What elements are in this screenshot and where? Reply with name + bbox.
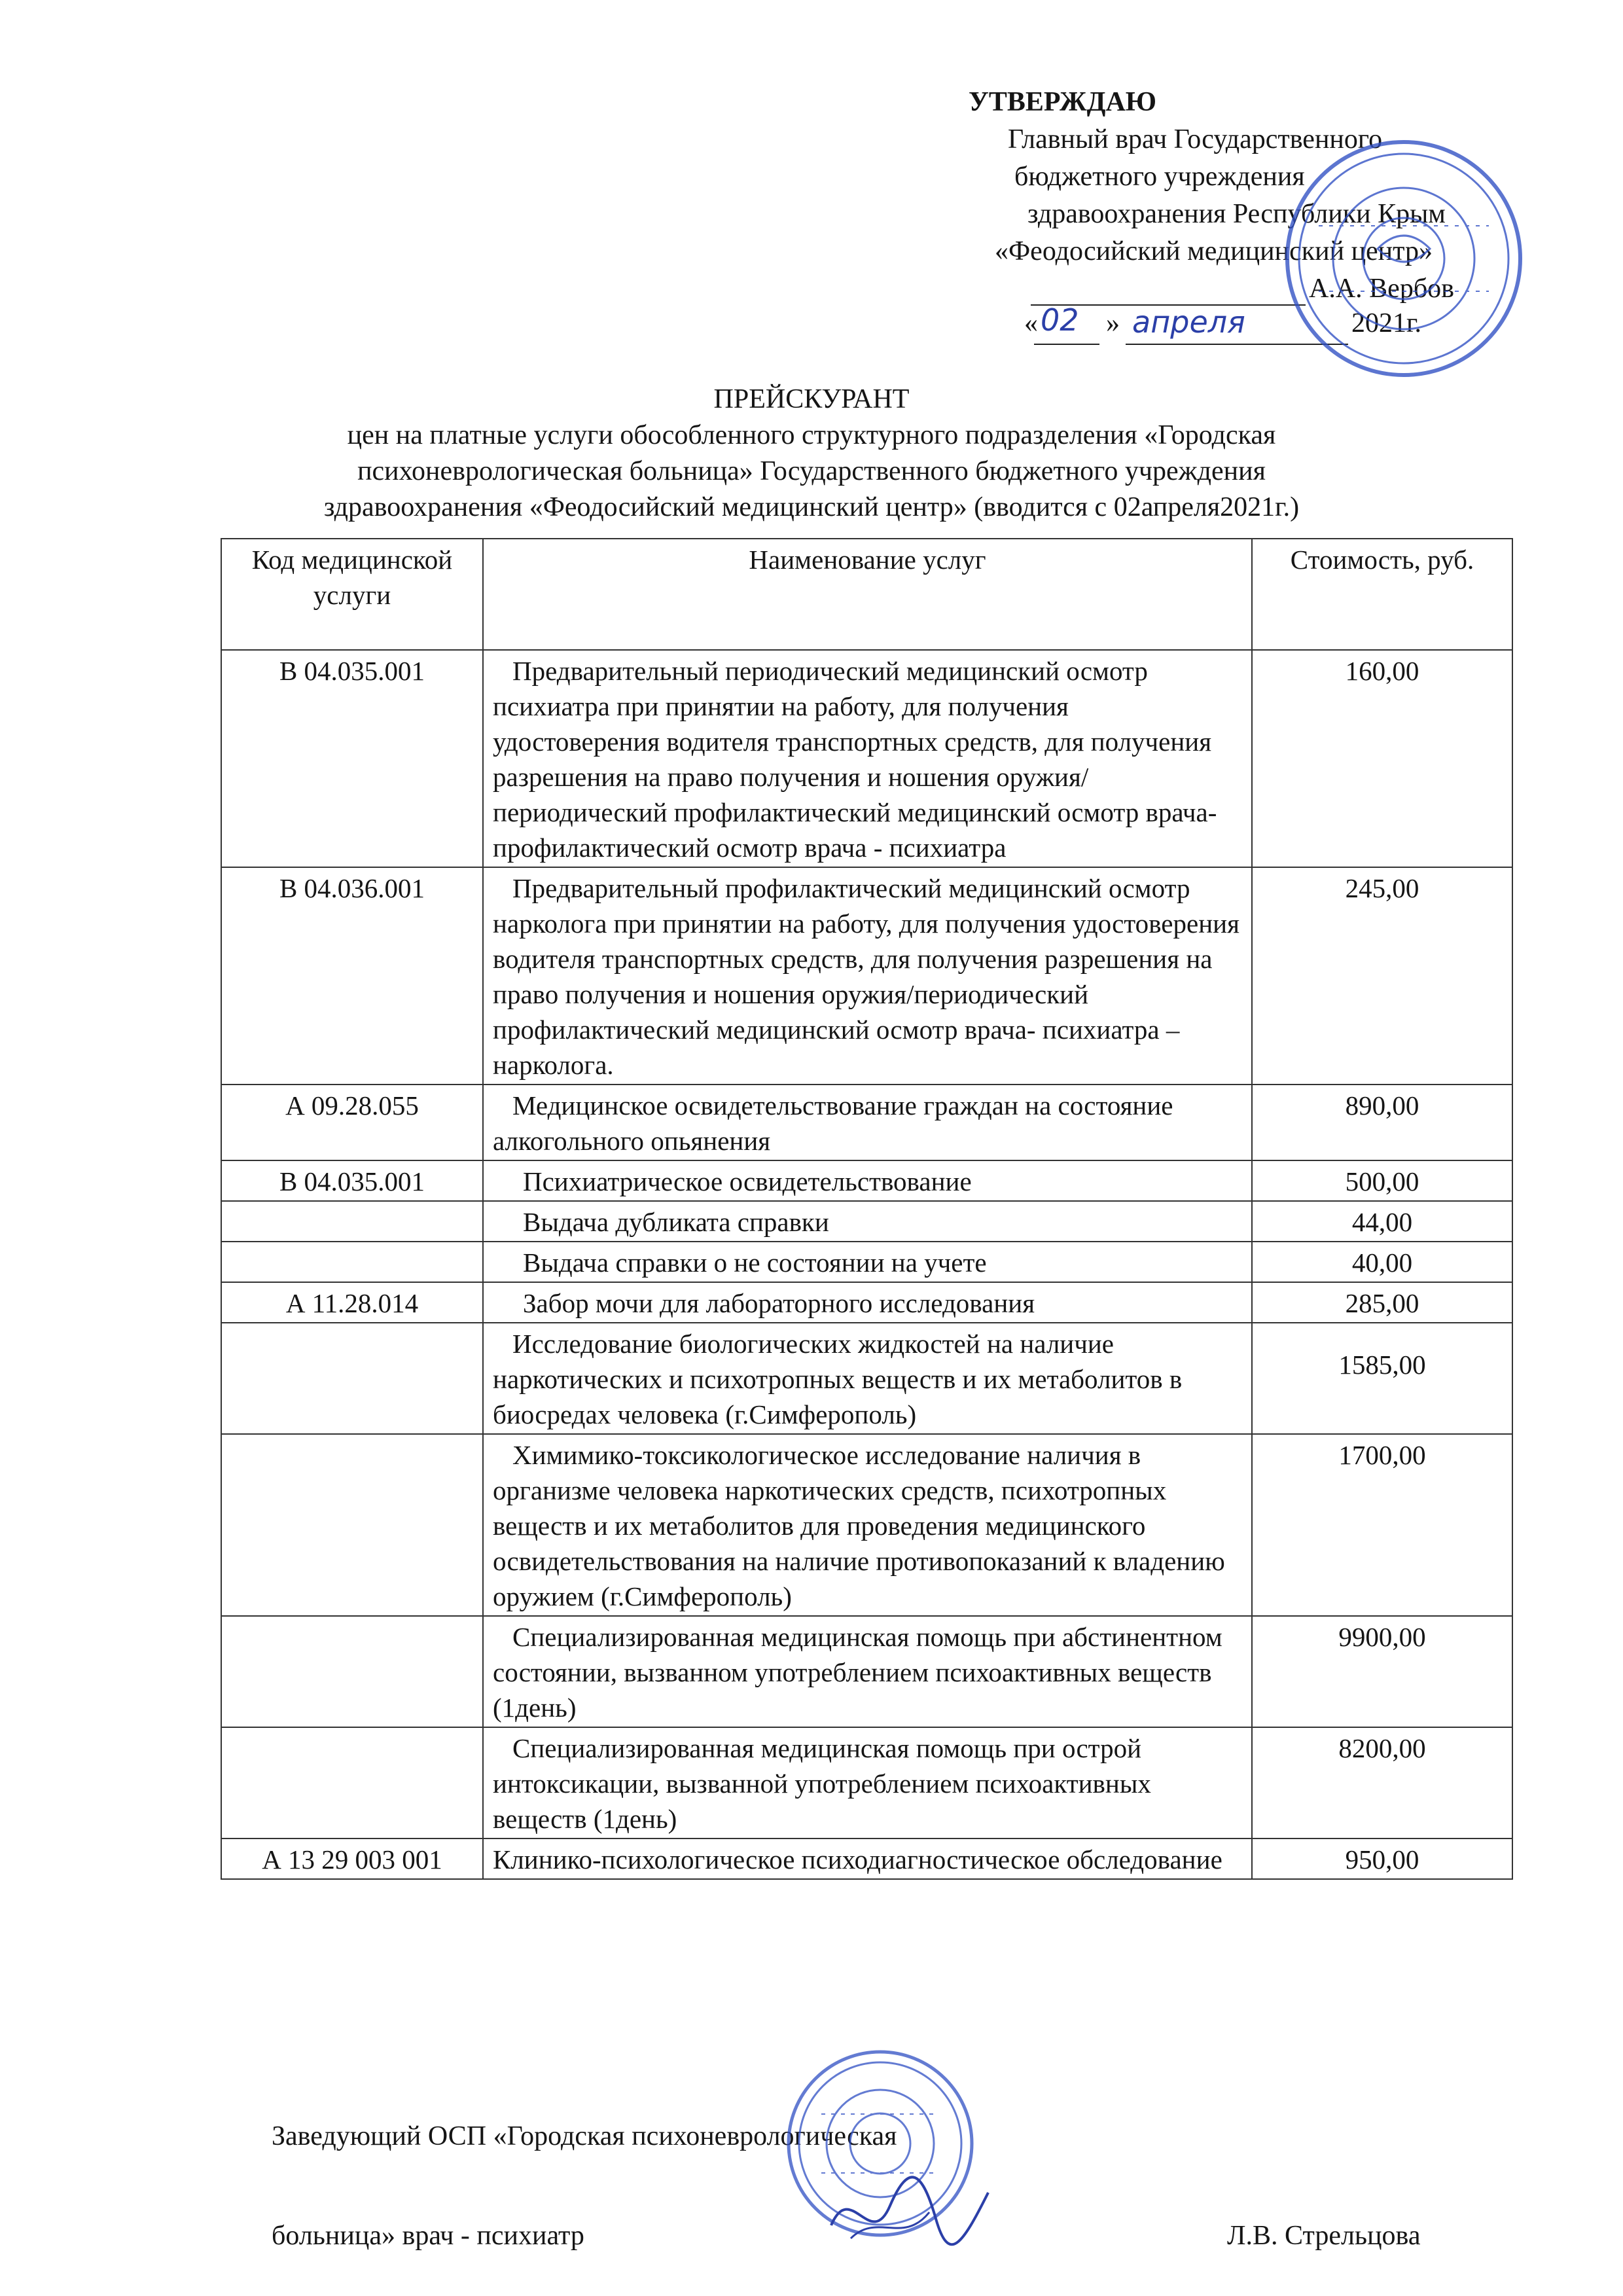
service-code: А 13 29 003 001 (221, 1839, 483, 1879)
service-name: Выдача справки о не состоянии на учете (483, 1242, 1252, 1282)
date-close-quote: » (1106, 308, 1120, 338)
table-row (221, 1839, 1512, 1879)
service-name: Психиатрическое освидетельствование (483, 1160, 1252, 1201)
service-code (221, 1201, 483, 1242)
date-year: 2021г. (1351, 308, 1421, 338)
table-header-row (221, 539, 1512, 650)
table-row (221, 650, 1512, 867)
price-table (221, 538, 1513, 1880)
table-row (221, 1201, 1512, 1242)
table-row (221, 1085, 1512, 1160)
service-price: 40,00 (1252, 1242, 1512, 1282)
table-row (221, 1160, 1512, 1201)
service-price: 890,00 (1252, 1085, 1512, 1160)
service-price: 8200,00 (1252, 1727, 1512, 1839)
service-price: 160,00 (1252, 650, 1512, 867)
service-name: Медицинское освидетельствование граждан на состояние алкогольного опьянения (483, 1085, 1252, 1160)
table-row (221, 1242, 1512, 1282)
doc-subtitle-line: здравоохранения «Феодосийский медицинский центр» (вводится с 02апреля2021г.) (323, 492, 1300, 522)
date-day-line (1034, 344, 1099, 345)
doc-subtitle-line: цен на платные услуги обособленного структурного подразделения «Городская (347, 420, 1276, 450)
footer-signer-name: Л.В. Стрельцова (1227, 2221, 1421, 2251)
service-code: А 11.28.014 (221, 1282, 483, 1323)
signature-scribble (825, 2166, 995, 2258)
service-price: 245,00 (1252, 867, 1512, 1085)
approval-line: «Феодосийский медицинский центр» (995, 236, 1433, 266)
service-name: Предварительный периодический медицинский осмотр психиатра при принятии на работу, для получения удостоверения водителя транспортных средств, для получения разрешения на право получения и ношения оружия/периодический профилактический медицинский осмотр врача-профилактический осмотр врача - психиатра (483, 650, 1252, 867)
header-code: Код медицинской услуги (221, 539, 483, 650)
service-code: В 04.035.001 (221, 650, 483, 867)
service-code (221, 1434, 483, 1616)
service-price: 950,00 (1252, 1839, 1512, 1879)
service-price: 9900,00 (1252, 1616, 1512, 1727)
table-row (221, 1616, 1512, 1727)
service-name: Специализированная медицинская помощь при острой интоксикации, вызванной употреблением психоактивных веществ (1день) (483, 1727, 1252, 1839)
table-row (221, 1323, 1512, 1434)
service-name: Клинико-психологическое психодиагностическое обследование (483, 1839, 1252, 1879)
approval-title: УТВЕРЖДАЮ (969, 87, 1157, 117)
table-row (221, 1282, 1512, 1323)
service-name: Забор мочи для лабораторного исследования (483, 1282, 1252, 1323)
service-code (221, 1727, 483, 1839)
service-name: Исследование биологических жидкостей на наличие наркотических и психотропных веществ и их метаболитов в биосредах человека (г.Симферополь) (483, 1323, 1252, 1434)
table-row (221, 867, 1512, 1085)
date-month: апреля (1132, 304, 1245, 340)
doc-subtitle-line: психоневрологическая больница» Государственного бюджетного учреждения (357, 456, 1266, 486)
approver-name: А.А. Вербов (1309, 274, 1455, 304)
service-price: 285,00 (1252, 1282, 1512, 1323)
service-code (221, 1242, 483, 1282)
service-name: Специализированная медицинская помощь при абстинентном состоянии, вызванном употреблением психоактивных веществ (1день) (483, 1616, 1252, 1727)
service-name: Предварительный профилактический медицинский осмотр нарколога при принятии на работу, для получения удостоверения водителя транспортных средств, для получения разрешения на право получения и ношения оружия/периодический профилактический медицинский осмотр врача- психиатра – нарколога. (483, 867, 1252, 1085)
service-price: 44,00 (1252, 1201, 1512, 1242)
service-price: 500,00 (1252, 1160, 1512, 1201)
date-open-quote: « (1024, 308, 1038, 338)
footer-position-line: Заведующий ОСП «Городская психоневрологическая (272, 2121, 897, 2151)
round-stamp-top (1279, 134, 1528, 383)
approval-line: Главный врач Государственного (1008, 124, 1383, 154)
service-price: 1585,00 (1252, 1323, 1512, 1434)
service-code: А 09.28.055 (221, 1085, 483, 1160)
doc-title: ПРЕЙСКУРАНТ (713, 384, 910, 414)
footer-position-line: больница» врач - психиатр (272, 2221, 584, 2251)
approval-line: бюджетного учреждения (1014, 162, 1305, 192)
service-code: В 04.036.001 (221, 867, 483, 1085)
table-row (221, 1727, 1512, 1839)
service-code: В 04.035.001 (221, 1160, 483, 1201)
service-name: Химимико-токсикологическое исследование наличия в организме человека наркотических средств, психотропных веществ и их метаболитов для проведения медицинского освидетельствования на наличие противопоказаний к владению оружием (г.Симферополь) (483, 1434, 1252, 1616)
service-code (221, 1616, 483, 1727)
date-day: 02 (1041, 302, 1079, 338)
service-price: 1700,00 (1252, 1434, 1512, 1616)
header-price: Стоимость, руб. (1252, 539, 1512, 650)
table-row (221, 1434, 1512, 1616)
service-name: Выдача дубликата справки (483, 1201, 1252, 1242)
header-name: Наименование услуг (483, 539, 1252, 650)
approval-line: здравоохранения Республики Крым (1027, 199, 1446, 229)
service-code (221, 1323, 483, 1434)
